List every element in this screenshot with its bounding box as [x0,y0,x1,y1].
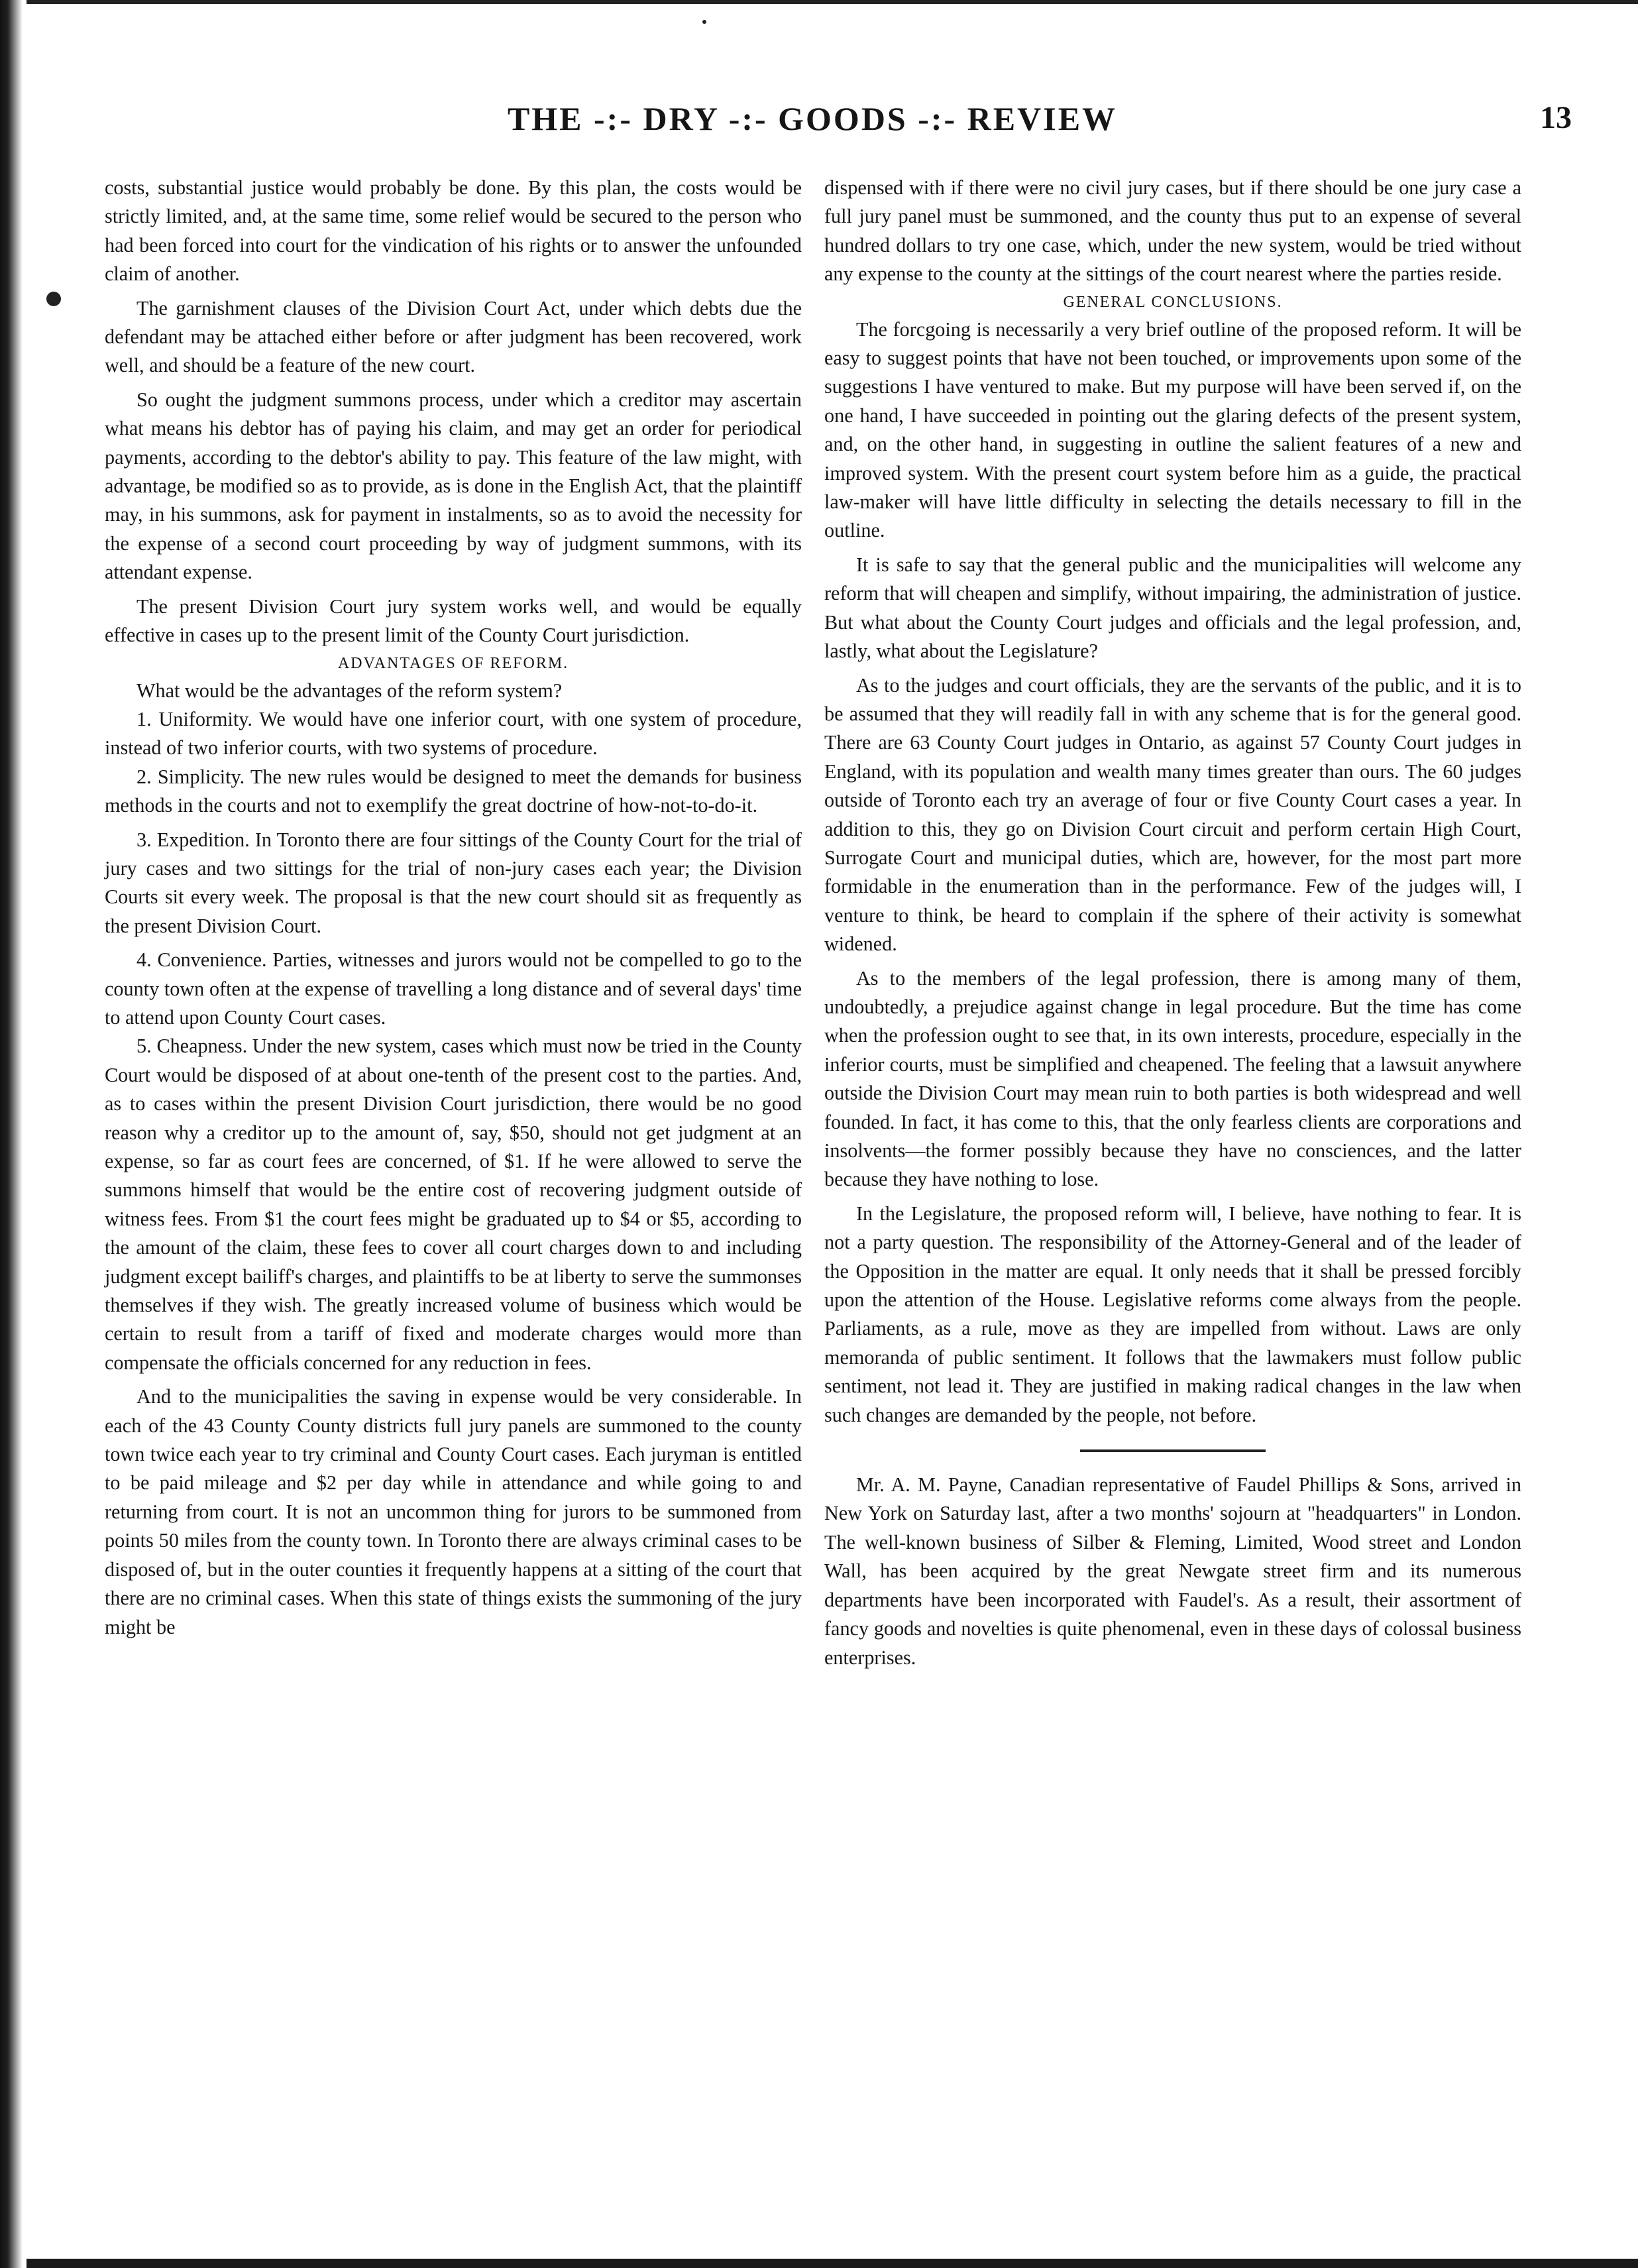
paragraph: The present Division Court jury system works well, and would be equally effective in cases up to the present limit of the County Court jurisdiction. [105,595,802,647]
paragraph: 3. Expedition. In Toronto there are four sittings of the County Court for the trial of jury cases and two sittings for the trial of non-jury cases each year; the Division Courts sit every week. The proposal is that the new court should sit as frequently as the present Division Court. [105,828,802,937]
section-heading: GENERAL CONCLUSIONS. [1063,293,1283,311]
paragraph: 2. Simplicity. The new rules would be designed to meet the demands for business methods in the courts and not to exemplify the great doctrine of how-not-to-do-it. [105,765,802,817]
paragraph: The garnishment clauses of the Division Court Act, under which debts due the defendant may be attached either before or after judgment has been recovered, work well, and should be a feature of the new court. [105,296,802,377]
page-binding-edge [0,0,23,2268]
paragraph: 5. Cheapness. Under the new system, cases which must now be tried in the County Court would be disposed of at about one-tenth of the present cost to the parties. And, as to cases within the present Division Court jurisdiction, there would be no good reason why a creditor up to the amount of, say, $50, should not get judgment at an expense, so far as court fees are concerned, of $1. If he were allowed to serve the summons himself that would be the entire cost of recovering judgment outside of witness fees. From $1 the court fees might be graduated up to $4 or $5, according to the amount of the claim, these fees to cover all court charges down to and including judgment except bailiff's charges, and plaintiffs to be at liberty to serve the summonses themselves if they wish. The greatly increased volume of business which would be certain to result from a tariff of fixed and moderate charges would more than compensate the officials concerned for any reduction in fees. [105,1035,802,1374]
section-heading: ADVANTAGES OF REFORM. [337,654,569,672]
paragraph: And to the municipalities the saving in expense would be very considerable. In each of the 43 County County districts full jury panels are summoned to the county town twice each year to try criminal and County Court cases. Each juryman is entitled to be paid mileage and $2 per day while in attendance and while going to and returning from court. It is not an uncommon thing for jurors to be summoned from points 50 miles from the county town. In Toronto there are always criminal cases to be disposed of, but in the outer counties it frequently happens at a sitting of the court that there are no criminal cases. When this state of things exists the summoning of the jury might be [105,1385,802,1638]
paragraph: It is safe to say that the general public and the municipalities will welcome any reform that will cheapen and simplify, without impairing, the administration of justice. But what about the County Court judges and officials and the legal profession, and, lastly, what about the Legislature? [824,553,1521,663]
paragraph: 1. Uniformity. We would have one inferior court, with one system of procedure, instead of two inferior courts, with two systems of procedure. [105,707,802,760]
paragraph: 4. Convenience. Parties, witnesses and jurors would not be compelled to go to the county town often at the expense of travelling a long distance and of several days' time to attend upon County Court cases. [105,948,802,1029]
paragraph: costs, substantial justice would probably be done. By this plan, the costs would be strictly limited, and, at the same time, some relief would be secured to the person who had been forced into court for the vindication of his rights or to answer the unfounded claim of another. [105,176,802,286]
ink-speck [702,20,706,24]
paragraph: Mr. A. M. Payne, Canadian representative of Faudel Phillips & Sons, arrived in New York on Saturday last, after a two months' sojourn at "headquarters" in London. The well-known business of Silber & Fleming, Limited, Wood street and London Wall, has been acquired by the great Newgate street firm and its numerous departments have been incorporated with Faudel's. As a result, their assortment of fancy goods and novelties is quite phenomenal, even in these days of colossal business enterprises. [824,1473,1521,1669]
page-number: 13 [1540,100,1572,135]
paragraph: So ought the judgment summons process, under which a creditor may ascertain what means his debtor has of paying his claim, and may get an order for periodical payments, according to the debtor's ability to pay. This feature of the law might, with advantage, be modified so as to provide, as is done in the English Act, that the plaintiff may, in his summons, ask for payment in instalments, so as to avoid the necessity for the expense of a second court proceeding by way of judgment summons, with its attendant expense. [105,388,802,584]
bottom-border [27,2259,1638,2268]
paragraph: The forcgoing is necessarily a very brief outline of the proposed reform. It will be easy to suggest points that have not been touched, or improvements upon some of the suggestions I have ventured to make. But my purpose will have been served if, on the one hand, I have succeeded in pointing out the glaring defects of the present system, and, on the other hand, in suggesting in outline the salient features of a new and improved system. With the present court system before him as a guide, the practical law-maker will have little difficulty in selecting the details necessary to fill in the outline. [824,317,1521,542]
masthead-title: THE -:- DRY -:- GOODS -:- REVIEW [507,100,1118,137]
top-border [27,0,1638,4]
ink-mark [46,292,61,306]
paragraph: As to the judges and court officials, they are the servants of the public, and it is to be assumed that they will readily fall in with any scheme that is for the general good. There are 63 County Court judges in Ontario, as against 57 County Court judges in England, with its population and wealth many times greater than ours. The 60 judges outside of Toronto each try an average of four or five County Court cases a year. In addition to this, they go on Division Court circuit and perform certain High Court, Surrogate Court and municipal duties, which are, however, for the most part more formidable in the enumeration than in the performance. Few of the judges will, I venture to think, be heard to complain if the sphere of their activity is somewhat widened. [824,673,1521,956]
paragraph: dispensed with if there were no civil jury cases, but if there should be one jury case a full jury panel must be summoned, and the county thus put to an expense of several hundred dollars to try one case, which, under the new system, would be tried without any expense to the county at the sittings of the court nearest where the parties reside. [824,176,1521,286]
section-divider [1080,1449,1266,1452]
right-column [824,174,1521,1672]
paragraph: As to the members of the legal profession, there is among many of them, undoubtedly, a prejudice against change in legal procedure. But the time has come when the profession ought to see that, in its own interests, procedure, especially in the inferior courts, must be simplified and cheapened. The feeling that a lawsuit anywhere outside the Division Court may mean ruin to both parties is both widespread and well founded. In fact, it has come to this, that the only fearless clients are corporations and insolvents—the former possibly because they have no consciences, and the latter because they have nothing to lose. [824,966,1521,1191]
left-column [105,174,802,1642]
paragraph: In the Legislature, the proposed reform will, I believe, have nothing to fear. It is not a party question. The responsibility of the Attorney-General and of the leader of the Opposition in the matter are equal. It only needs that it shall be pressed forcibly upon the attention of the House. Legislative reforms come always from the people. Parliaments, as a rule, move as they are impelled from without. Laws are only memoranda of public sentiment. It follows that the lawmakers must follow public sentiment, not lead it. They are justified in making radical changes in the law when such changes are demanded by the people, not before. [824,1202,1521,1426]
page-header [53,99,1572,159]
paragraph: What would be the advantages of the reform system? [136,679,563,702]
